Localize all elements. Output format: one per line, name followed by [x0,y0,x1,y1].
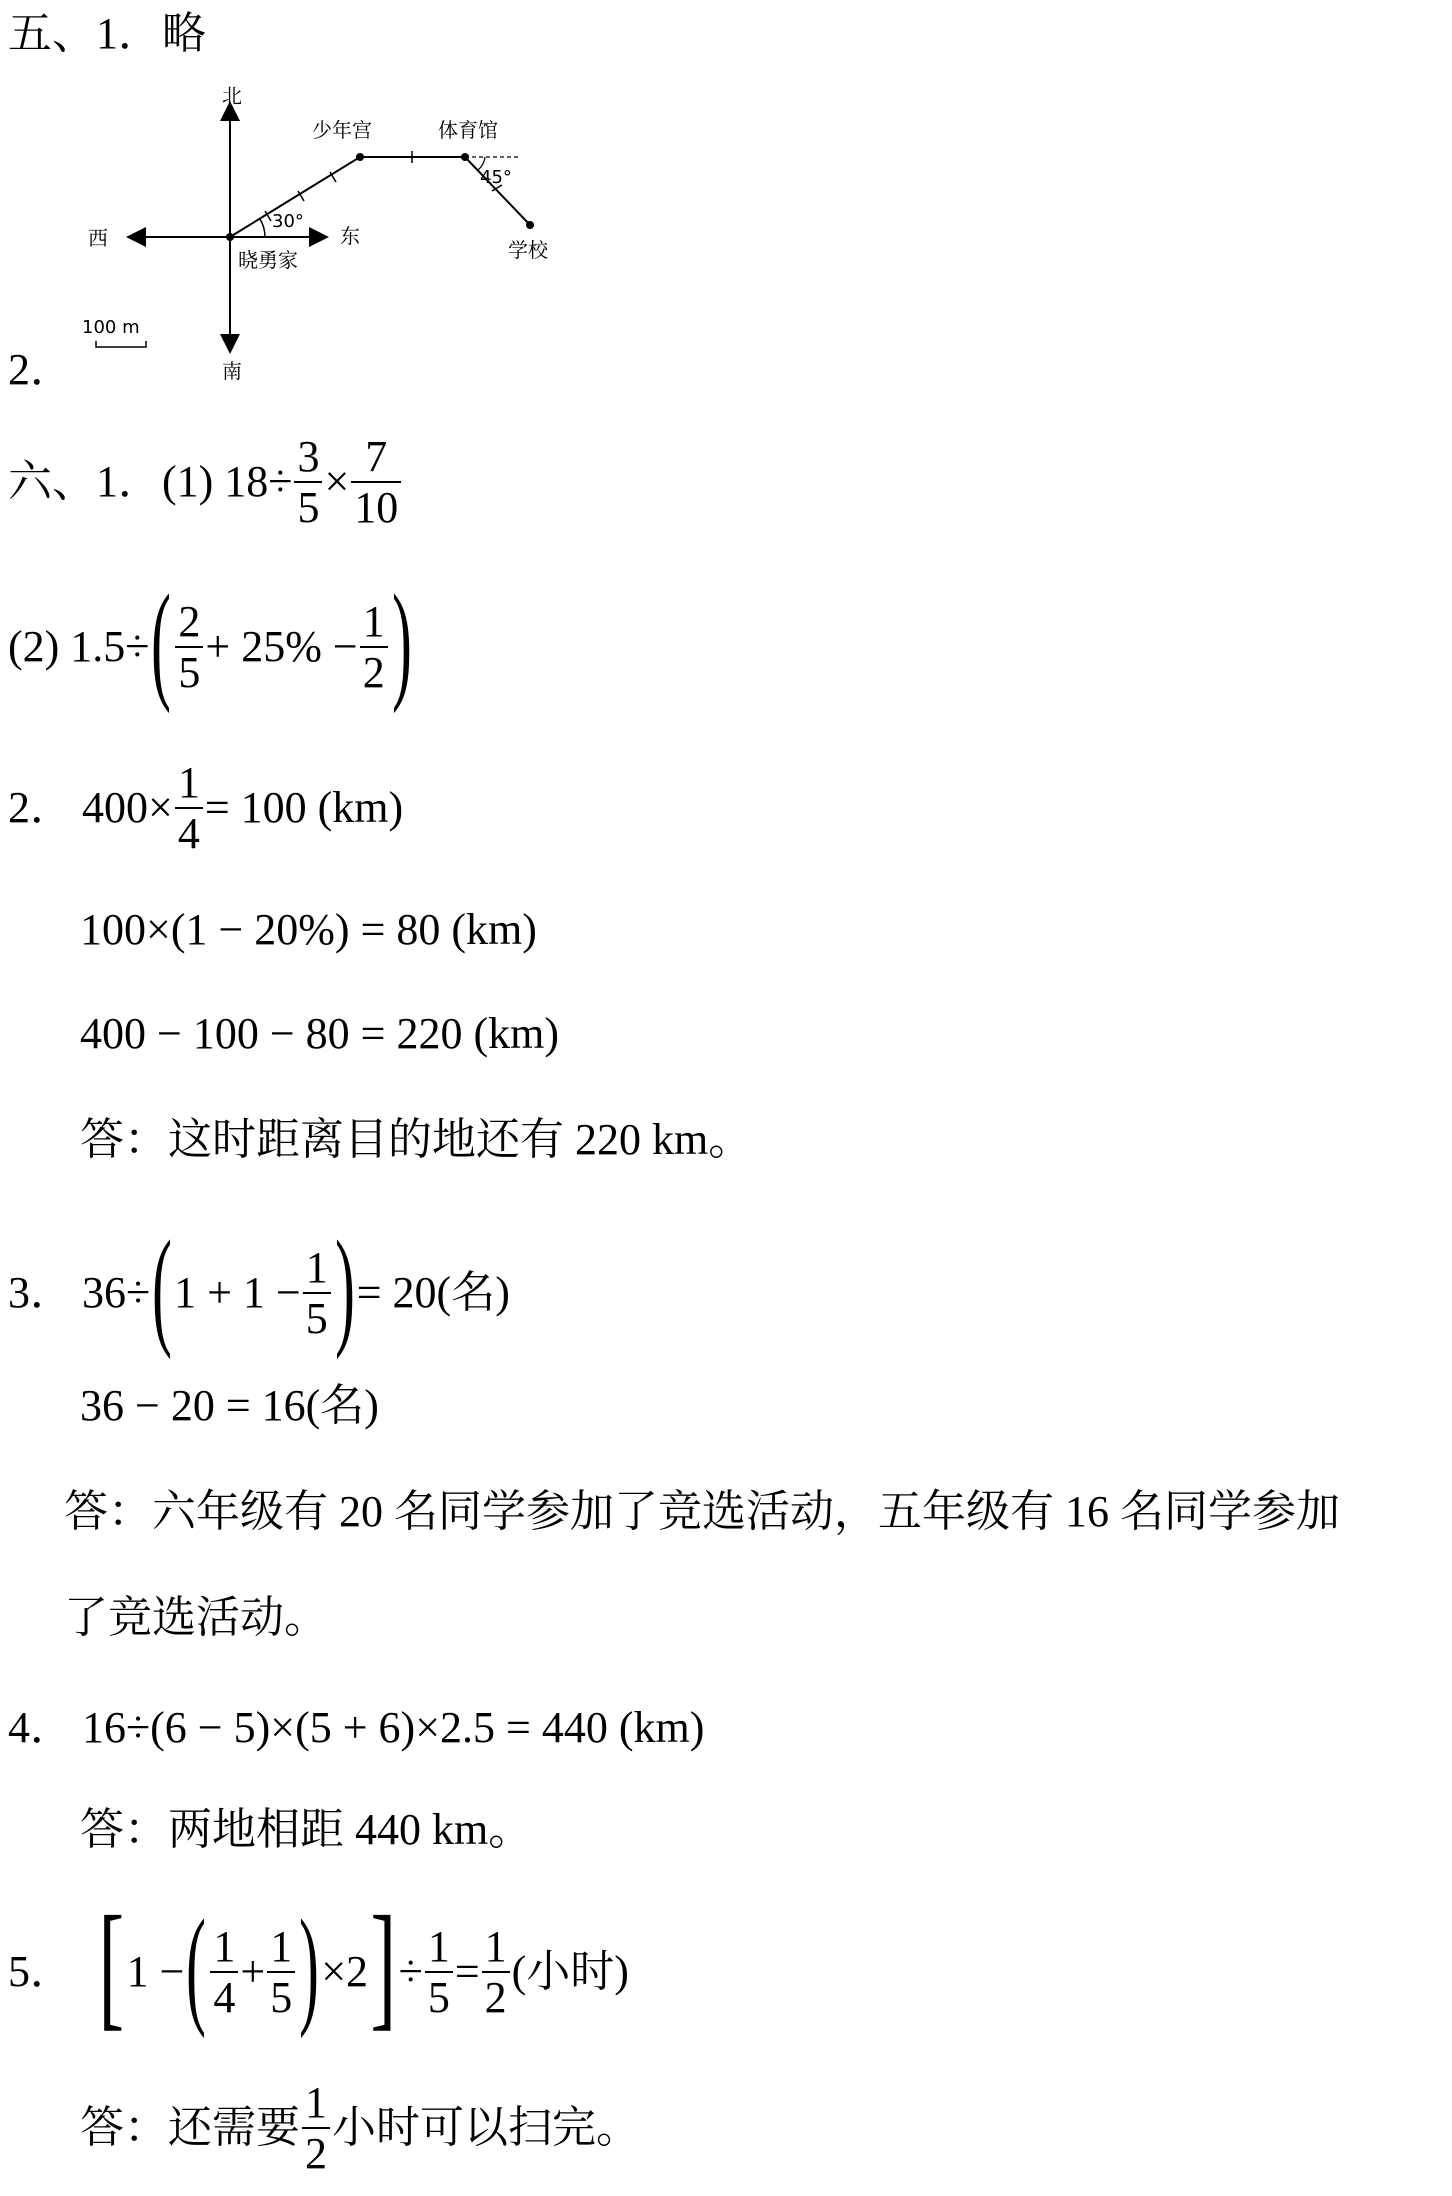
section6-q3-answer-line1: 答：六年级有 20 名同学参加了竞选活动，五年级有 16 名同学参加 [64,1487,1340,1536]
gym-label: 体育馆 [438,118,498,142]
section6-q2-line1: 2． 400× $\frac{1}{4}$ = 100 (km) [8,758,404,859]
section6-q4-line1: 4． 16÷(6 − 5)×(5 + 6)×2.5 = 440 (km) [8,1702,705,1752]
youth-palace-label: 少年宫 [312,118,372,142]
fraction: $\frac{3}{5}$ [294,432,322,533]
fraction: $\frac{2}{5}$ [175,597,203,698]
section6-q3-line2: 36 − 20 = 16(名) [80,1381,379,1430]
fraction: $\frac{1}{4}$ [175,758,203,859]
fraction: $\frac{1}{2}$ [302,2078,330,2179]
section6-q1-part1: 六、1．(1) 18÷ $\frac{3}{5}$ × $\frac{7}{10}$ [8,432,403,533]
school-label: 学校 [508,238,548,262]
north-label: 北 [222,85,242,108]
section5-q2-label: 2． [8,345,74,394]
section5-header: 五、1．略 [8,9,206,58]
scale-label: 100 m [82,317,140,338]
fraction: $\frac{1}{2}$ [360,597,388,698]
section6-q1-part2: (2) 1.5÷( $\frac{2}{5}$ + 25% − $\frac{1}{2}$ ) [8,567,412,714]
route-map-diagram [60,85,590,385]
angle-30-label: 30° [272,211,304,232]
section6-q3-answer-line2: 了竞选活动。 [64,1593,328,1642]
fraction: $\frac{1}{4}$ [210,1922,238,2023]
south-label: 南 [222,359,242,383]
section6-q5-answer: 答：还需要 $\frac{1}{2}$ 小时可以扫完。 [80,2078,640,2179]
east-label: 东 [340,224,360,248]
section6-q4-answer: 答：两地相距 440 km。 [80,1805,533,1854]
angle-45-label: 45° [480,167,512,188]
west-label: 西 [88,226,108,250]
section6-q3-line1: 3． 36÷(1 + 1 − $\frac{1}{5}$ )= 20(名) [8,1213,510,1360]
section6-q2-line2: 100×(1 − 20%) = 80 (km) [80,905,537,954]
section6-q2-line3: 400 − 100 − 80 = 220 (km) [80,1009,559,1058]
scale-bar [96,341,146,347]
home-label: 晓勇家 [238,248,298,272]
fraction: $\frac{1}{5}$ [267,1922,295,2023]
fraction: $\frac{1}{5}$ [425,1922,453,2023]
fraction: $\frac{1}{2}$ [482,1922,510,2023]
fraction: $\frac{7}{10}$ [351,432,401,533]
section6-q5-line1: 5． [1 −( $\frac{1}{4}$ + $\frac{1}{5}$ )×2]÷ $\frac{1}{5}$ = $\frac{1}{2}$ (小时) [8,1888,629,2043]
section6-q2-answer: 答：这时距离目的地还有 220 km。 [80,1115,753,1164]
fraction: $\frac{1}{5}$ [303,1243,331,1344]
